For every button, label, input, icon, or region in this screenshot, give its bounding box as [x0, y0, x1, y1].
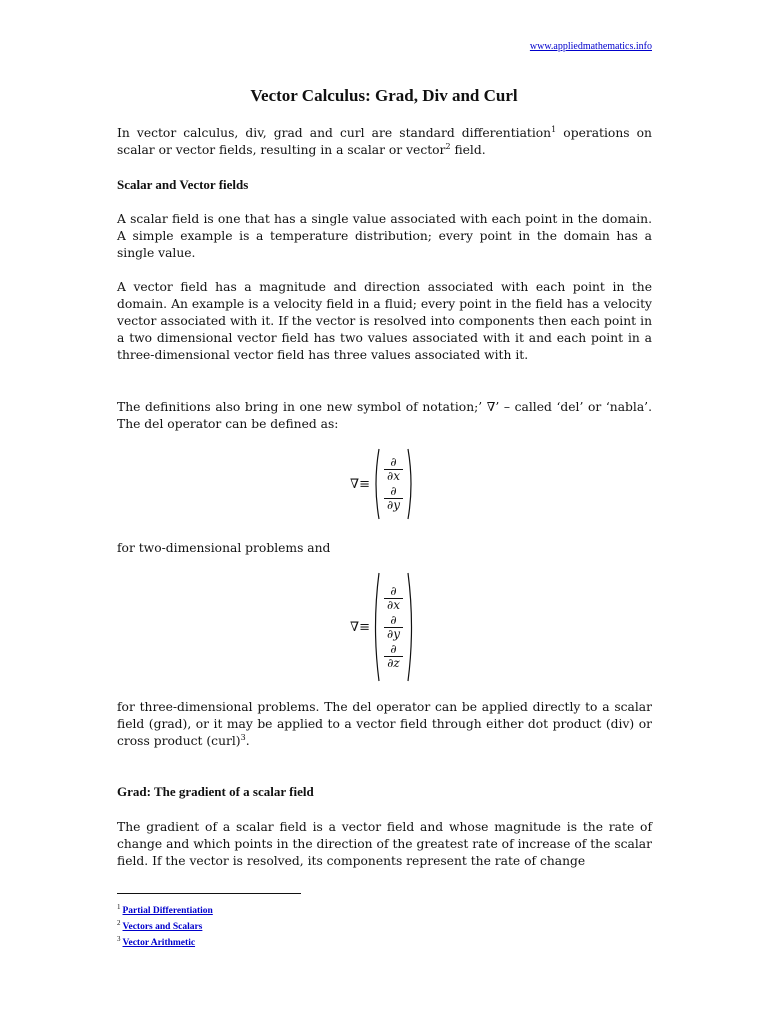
- paragraph-three-dimensional: for three-dimensional problems. The del operator can be applied directly to a scalar field (grad), or it may be applied to a vector field through either dot product (div) or cross product (curl)$^3$.: [117, 700, 652, 748]
- right-paren: [407, 448, 415, 520]
- footnote-ref-2[interactable]: 2: [445, 141, 451, 151]
- intro-text-1: In vector calculus, div, grad and curl are standard differentiation: [117, 126, 552, 140]
- footnote-1: $^1$ Partial Differentiation: [117, 903, 213, 917]
- equation-del-2d: [350, 448, 415, 520]
- partial-y-fraction: $\frac{\partial}{\partial y}$: [384, 485, 403, 512]
- equation-del-3d: [350, 572, 415, 682]
- footnote-link-vectors-scalars[interactable]: Vectors and Scalars: [122, 922, 203, 933]
- footnote-2: $^2$ Vectors and Scalars: [117, 919, 203, 933]
- footnote-3: $^3$ Vector Arithmetic: [117, 935, 196, 949]
- paragraph-two-dimensional: for two-dimensional problems and: [117, 541, 331, 555]
- nabla-symbol: ∇≡: [350, 619, 370, 635]
- left-paren: [372, 572, 380, 682]
- paragraph-scalar-field: A scalar field is one that has a single value associated with each point in the domain. A simple example is a temperature distribution; every point in the domain has a single value.: [117, 212, 652, 260]
- three-dim-text: for three-dimensional problems. The del operator can be applied directly to a scalar field (grad), or it may be applied to a vector field through either dot product (div) or cross product (curl): [117, 700, 652, 748]
- paragraph-del-notation: The definitions also bring in one new symbol of notation;’ ∇’ – called ‘del’ or ‘nabla’. The del operator can be defined as:: [117, 400, 652, 431]
- intro-text-2: operations on scalar or vector fields, resulting in a scalar or vector: [117, 126, 652, 157]
- footnote-link-partial-differentiation[interactable]: Partial Differentiation: [122, 906, 213, 917]
- section-heading-grad: Grad: The gradient of a scalar field: [117, 784, 314, 799]
- right-paren: [407, 572, 415, 682]
- partial-x-fraction: $\frac{\partial}{\partial x}$: [384, 456, 403, 483]
- footnotes: [117, 901, 213, 949]
- intro-paragraph: [117, 125, 652, 159]
- footnote-ref-1[interactable]: 1: [551, 124, 557, 134]
- footnote-link-vector-arithmetic[interactable]: Vector Arithmetic: [122, 938, 196, 949]
- partial-x-fraction: $\frac{\partial}{\partial x}$: [384, 585, 403, 612]
- footnote-ref-3[interactable]: 3: [240, 732, 246, 742]
- paragraph-vector-field: A vector field has a magnitude and direction associated with each point in the domain. An example is a velocity field in a fluid; every point in the field has a velocity vector associated with it. If the vector is resolved into components then each point in a two dimensional vector field has two values associated with it and each point in a three-dimensional vector field has three values associated with it.: [117, 280, 652, 362]
- intro-text-3: field.: [450, 143, 486, 157]
- document-title: Vector Calculus: Grad, Div and Curl: [250, 86, 518, 105]
- paragraph-gradient: The gradient of a scalar field is a vector field and whose magnitude is the rate of change and which points in the direction of the greatest rate of increase of the scalar field. If the vector is resolved, its components represent the rate of change: [117, 820, 652, 868]
- nabla-symbol: ∇≡: [350, 476, 370, 492]
- footnote-divider: [117, 893, 301, 894]
- partial-z-fraction: $\frac{\partial}{\partial z}$: [384, 643, 403, 670]
- partial-y-fraction: $\frac{\partial}{\partial y}$: [384, 614, 403, 641]
- header-website-link[interactable]: www.appliedmathematics.info: [529, 41, 652, 52]
- section-heading-scalar-vector: Scalar and Vector fields: [117, 177, 249, 192]
- left-paren: [372, 448, 380, 520]
